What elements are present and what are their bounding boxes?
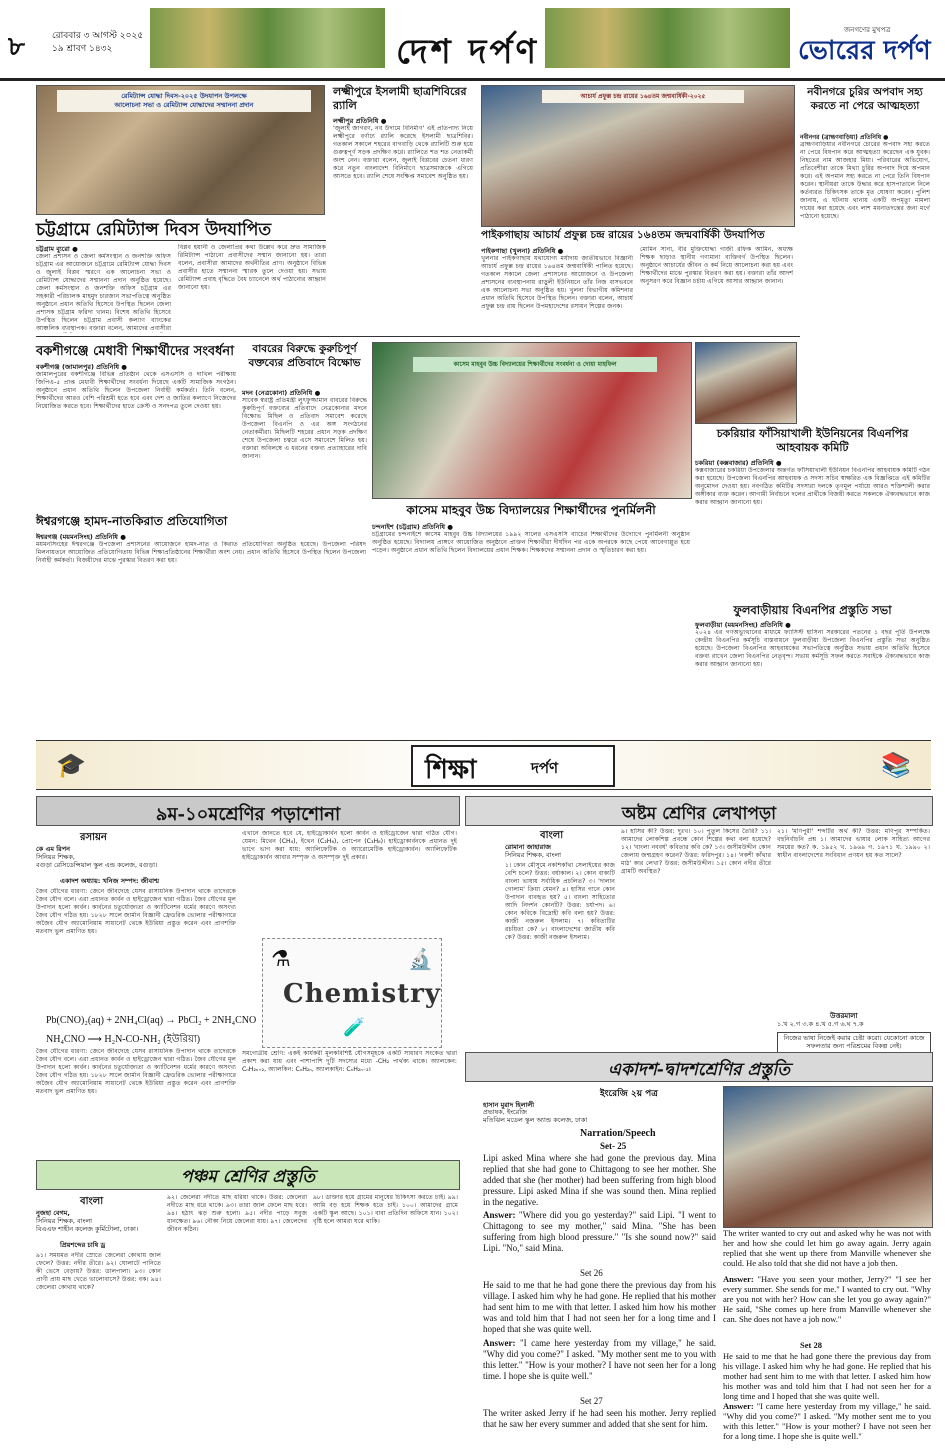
class11-teacher-role: প্রভাষক, ইংরেজি (483, 1108, 527, 1116)
class9-header-bar (36, 796, 460, 826)
newspaper-brand: ভোরের দর্পণ (798, 36, 931, 66)
class5-body-3: ৯৮। ডাক্তার হয়ে গ্রামের মানুষের চিকিৎসা করতে চাই। ৯৯। আমি বড় হয়ে শিক্ষক হতে চাই। ১০০। আমাদের গ্রামে একটি স্কুল আছে। ১০১। বাবা প্রতিদিন অফিসে যান। ১০২। বৃষ্টি হলে আমরা ঘরে থাকি। (313, 1194, 458, 1225)
divider (36, 240, 326, 241)
section-title: দেশ দর্পণ (396, 32, 540, 72)
class5-teacher: নুজহা বেগম, (36, 1209, 70, 1217)
kasem-banner: কাসেম মাহবুব উচ্চ বিদ্যালয়ের শিক্ষার্থীদের সংবর্ধনা ও দোয়া মাহফিল (413, 357, 657, 372)
class5-header-bar (36, 1160, 460, 1190)
kasem-body: চট্টগ্রামের চন্দনাইশে কাসেম মাহবুব উচ্চ বিদ্যালয়ের ১৯৯২ সালের এসএসসি ব্যাচের শিক্ষার্থীদের উদ্যোগে পুনর্মিলনী অনুষ্ঠান অনুষ্ঠিত হয়েছে। বিদ্যালয় প্রাঙ্গণে আয়োজিত অনুষ্ঠানে প্রাক্তন শিক্ষার্থীরা দীর্ঘদিন পর একে অপরকে কাছে পেয়ে আবেগাপ্লুত হয়ে পড়েন। অনুষ্ঠানে প্রধান অতিথি ছিলেন বিদ্যালয়ের প্রধান শিক্ষক। শিক্ষকদের সম্মাননা প্রদান ও স্মৃতিচারণ করা হয়। (372, 531, 690, 554)
books-icon: 📚 (881, 751, 911, 779)
class8-school: সিনিয়র শিক্ষক, বাংলা (505, 851, 562, 859)
masthead-photo-strip-left (150, 8, 385, 68)
date-gregorian: রোববার ৩ আগস্ট ২০২৫ (52, 31, 144, 41)
class11-set25-passage: Lipi asked Mina where she had gone the previous day. Mina replied that she had gone to Chittagong to see her mother. She added that she (her mother) had been suffering from high blood pressure. Lipi asked Mina if she was sound then. Mina replied in the negative. (483, 1153, 716, 1207)
date-bengali: ১৯ শ্রাবণ ১৪৩২ (52, 44, 113, 54)
remittance-banner (57, 90, 311, 112)
class11-set25: Set- 25 (600, 1141, 627, 1151)
date-line (52, 30, 143, 56)
class11-set26-answer-text: "I came here yesterday from my village," he said. "Why did you come?" I asked. "My mother sent me to you with this letter." "How is your mother? I have not seen her for a long time. I hope she is quite well." (483, 1338, 716, 1381)
students-photo (723, 1086, 933, 1228)
class9-school: বগুড়া রেসিডেন্সিয়াল স্কুল এন্ড কলেজ, বগুড়া। (36, 861, 158, 869)
chakaria-body: কক্সবাজারের চকরিয়া উপজেলার অন্তর্গত ফাঁসিয়াখালী ইউনিয়ন বিএনপির আহবায়ক কমিটি গঠন করা হয়েছে। উপজেলা বিএনপির আহবায়ক ও সদস্য সচিব স্বাক্ষরিত এক বিজ্ঞপ্তিতে এই কমিটির অনুমোদন দেওয়া হয়। নবগঠিত কমিটির সদস্যরা দলকে তৃণমূল পর্যায়ে আরও শক্তিশালী করার অঙ্গীকার ব্যক্ত করেন। আগামী নির্বাচনে দলের প্রার্থীকে বিজয়ী করতে সকলকে ঐক্যবদ্ধভাবে কাজ করার আহ্বান জানানো হয়। (695, 467, 930, 506)
class8-notice: নিজের ভাষা নিজেই করার চেষ্টা করো। যেকোনো কাজে সফলতার জন্য পরিশ্রমের বিকল্প নেই। (777, 1032, 931, 1053)
divider (36, 336, 800, 337)
class11-teacher: হাসান মুরাদ হিলালী (483, 1101, 535, 1109)
remittance-body-2: বিপ্লব হয়ানী ও জেলাপ্রির কথা উল্লেখ করে দ্রুত সামাজিক রিমিট্যান্স পাঠানো প্রবাসীদের সম্মান জানানো হয়। তারা বলেন, প্রবাসীরা আমাদের অর্থনীতির প্রাণ। অনুষ্ঠানে বিভিন্ন প্রবাসীর হাতে সম্মাননা স্মারক তুলে দেওয়া হয়। সভায় রেমিট্যান্স প্রবাহ বৃদ্ধিতে বৈধ চ্যানেলে অর্থ পাঠানোর আহ্বান জানানো হয়। (178, 244, 326, 291)
class9-body-continued: জৈব যৌগের ধারণা: জেনে জীবদেহে যেসব রাসায়নিক উপাদান থাকে তাদেরকে জৈব যৌগ বলে। এরা প্রধানত কার্বন ও হাইড্রোজেন দ্বারা গঠিত। জৈব যৌগের মূল উপাদান হলো কার্বন। কার্বনের চতুর্যোজ্যতা ও ক্যাটিনেশন ধর্মের কারণে অসংখ্য জৈব যৌগ গঠিত হয়। ১৮২৮ সালে জার্মান বিজ্ঞানী ফ্রেডরিক ভোলার পরীক্ষাগারে অজৈব যৌগ অ্যামোনিয়াম সায়ানেট থেকে ইউরিয়া প্রস্তুত করেন এবং প্রাণশক্তি মতবাদ ভুল প্রমাণিত হয়। (36, 1048, 236, 1095)
class8-body: ১। কোন মৌসুমে নকশিকাঁথা সেলাইয়ের কাজ বেশি চলে? উত্তর: বর্ষাকাল। ২। কোন বাক্যটি বাংলা ভাষায় সর্বাধিক প্রচলিত? ৩। 'দালান গোলাম' ক্রিয়া যেমন? ৪। হাসির গানে কোন উপাদান ব্যবহৃত হয়? ৫। বাংলা সাহিত্যের আদি নিদর্শন কোনটি? উত্তর: চর্যাপদ। ৬। কোন কবিকে বিদ্রোহী কবি বলা হয়? উত্তর: কাজী নজরুল ইসলাম। ৭। কবিতাটির রচয়িতা কে? ৮। বাংলাদেশের জাতীয় কবি কে? উত্তর: কাজী নজরুল ইসলাম। (505, 862, 615, 941)
paikgachha-headline: পাইকগাছায় আচার্য প্রফুল্ল চন্দ্র রায়ের ১৬৪তম জন্মবার্ষিকী উদযাপিত (481, 229, 765, 241)
class11-header-bar (465, 1052, 933, 1082)
answer-label: Answer: (483, 1338, 516, 1348)
class5-subject: বাংলা (80, 1196, 104, 1207)
class11-school: মতিঝিল মডেল স্কুল অ্যান্ড কলেজ, ঢাকা (483, 1116, 588, 1124)
test-tube-icon: 🧪 (343, 1017, 366, 1038)
class11-set27-answer-text: "Have you seen your mother, Jerry?" "I see her every summer. She sends for me." I wanted to cry out. "Why are you not with her? How can she let you go away again?" He said, "She comes up here from Manville whenever she can. She does not have a job now." (723, 1274, 931, 1324)
paikgachha-body: খুলনার পাইকগাছায় যথাযোগ্য মর্যাদায় জাতীয়ভাবে বিজ্ঞানী আচার্য প্রফুল্ল চন্দ্র রায়ের ১৬৪তম জন্মবার্ষিকী পালিত হয়েছে। গতকাল সকালে জেলা প্রশাসনের আয়োজনে ও উপজেলা প্রশাসনের ব্যবস্থাপনায় রাড়ুলী ইউনিয়নে তাঁর নিজ বাসভবনে এক আলোচনা সভা অনুষ্ঠিত হয়। খুলনা বিভাগীয় কমিশনার প্রধান অতিথি হিসেবে উপস্থিত ছিলেন। বক্তারা বলেন, আচার্য প্রফুল্ল চন্দ্র রায় ছিলেন উপমহাদেশের রসায়ন শিল্পের জনক। (481, 255, 633, 310)
ishwarganj-byline: ঈশ্বরগঞ্জ (ময়মনসিংহ) প্রতিনিধি ● (36, 533, 126, 541)
class9-equation-2: NH₄CNO ⟶ H₂N-CO-NH₂ (ইউরিয়া) (46, 1034, 201, 1045)
education-subtitle: দর্পণ (531, 759, 559, 777)
remittance-headline: চট্টগ্রামে রেমিট্যান্স দিবস উদযাপিত (36, 220, 272, 240)
remittance-byline: চট্টগ্রাম ব্যুরো ● (36, 245, 78, 253)
kasem-byline: চন্দনাইশ (চট্টগ্রাম) প্রতিনিধি ● (372, 523, 453, 531)
laxmipur-byline: লক্ষ্মীপুর প্রতিনিধি ● (333, 117, 387, 125)
kasem-headline: কাসেম মাহবুব উচ্চ বিদ্যালয়ের শিক্ষার্থীদের পুনর্মিলনী (406, 503, 656, 517)
page-number: ৮ (8, 32, 25, 62)
class8-answers-label: উত্তরমালা (830, 1011, 858, 1020)
class11-set26-passage: He said to me that he had gone there the previous day from his village. I asked him why he had gone. He replied that his mother had sent him to me with that letter. I asked him how his mother was and told him that I had not seen her for a long time and I hoped that she was quite well. (483, 1280, 716, 1334)
chakaria-photo (695, 342, 797, 424)
fulbaria-body: ২০২৪ এর গণঅভ্যুত্থানের মাধ্যমে ফ্যাসিস্ট হাসিনা সরকারের পতনের ১ বছর পূর্তি উপলক্ষে কেন্দ্রীয় বিএনপির কর্মসূচি বাস্তবায়নে ফুলবাড়ীয়া উপজেলা বিএনপির প্রস্তুতি সভা অনুষ্ঠিত হয়েছে। উপজেলা বিএনপির আহবায়কের সভাপতিত্বে অনুষ্ঠিত সভায় প্রধান অতিথি হিসেবে বক্তব্য রাখেন জেলা বিএনপির নেতৃবৃন্দ। সভায় কর্মসূচি সফল করতে সবাইকে ঐক্যবদ্ধভাবে কাজ করার আহ্বান জানানো হয়। (695, 629, 930, 668)
class9-body-2: এখানে জানতে হবে যে, হাইড্রোকার্বন হলো কার্বন ও হাইড্রোজেন দ্বারা গঠিত যৌগ। যেমন: মিথেন (CH₄), ইথেন (C₂H₆), প্রোপেন (C₃H₈)। হাইড্রোকার্বনকে প্রধানত দুই ভাগে ভাগ করা যায়: অ্যালিফেটিক ও অ্যারোমেটিক হাইড্রোকার্বন। অ্যালিফেটিক হাইড্রোকার্বন আবার সম্পৃক্ত ও অসম্পৃক্ত দুই প্রকার। (242, 830, 457, 861)
class9-equation-1: Pb(CNO)₂(aq) + 2NH₄Cl(aq) → PbCl₂ + 2NH₄CNO (46, 1015, 257, 1026)
remittance-banner-line1: রেমিট্যান্স যোদ্ধা দিবস-২০২৫ উদযাপন উপলক্ষে (121, 92, 247, 100)
class11-set25-answer (483, 1210, 716, 1266)
education-title: শিক্ষা (425, 755, 477, 785)
class11-set27-passage: The writer asked Jerry if he had seen his mother. Jerry replied that he saw her every summer and added that she sent for him. (483, 1408, 716, 1429)
chakaria-headline: চকরিয়ার ফাঁসিয়াখালী ইউনিয়নের বিএনপির আহবায়ক কমিটি (716, 427, 909, 454)
class9-chapter: একাদশ অধ্যায়: খনিজ সম্পদ: জীবাশ্ম (60, 877, 160, 885)
protest-byline: মদন (নেত্রকোনা) প্রতিনিধি ● (242, 389, 321, 397)
protest-body: সাবেক স্বরাষ্ট্র প্রতিমন্ত্রী লুৎফুজ্জামান বাবরের বিরুদ্ধে কুরুচিপূর্ণ বক্তব্যের প্রতিবাদে নেত্রকোনার মদনে বিক্ষোভ মিছিল ও প্রতিবাদ সমাবেশ করেছে উপজেলা বিএনপি ও এর অঙ্গ সংগঠনের নেতাকর্মীরা। মিছিলটি শহরের প্রধান সড়ক প্রদক্ষিণ শেষে উপজেলা চত্বরে এসে সমাবেশে মিলিত হয়। বক্তারা অবিলম্বে এ ধরনের বক্তব্য প্রত্যাহারের দাবি জানান। (242, 397, 367, 460)
remittance-photo (36, 85, 325, 215)
remittance-body: জেলা প্রশাসন ও জেলা কর্মসংস্থান ও জনশক্তি অফিস চট্টগ্রাম এর আয়োজনে চট্টগ্রামে রেমিট্যান্স যোদ্ধা দিবস ও জুলাই বিপ্লব স্মরণে এক আলোচনা সভা ও রেমিট্যান্স যোদ্ধাদের সম্মাননা প্রদান অনুষ্ঠিত হয়েছে। জেলা কর্মসংস্থান ও জনশক্তি অফিস চট্টগ্রাম এর সহকারী পরিচালক মাহমুদ চারজান সভাপতিত্বে অনুষ্ঠিত অনুষ্ঠানে প্রধান অতিথি হিসেবে উপস্থিত ছিলেন জেলা প্রশাসক চট্টগ্রাম ফরিদা খানম। বিশেষ অতিথি হিসেবে উপস্থিত ছিলেন চট্টগ্রাম প্রবাসী কল্যাণ ব্যাংকের আঞ্চলিক ব্যবস্থাপক। বক্তারা বলেন, আমাদের প্রবাসীরা (36, 253, 171, 332)
bakshiganj-body: জামালপুরের বকশীগঞ্জে বিভিন্ন প্রতিষ্ঠান থেকে এসএসসি ও দাখিল পরীক্ষায় জিপিএ-৫ প্রাপ্ত মেধাবী শিক্ষার্থীদের সংবর্ধনা দিয়েছে একটি সামাজিক সংগঠন। অনুষ্ঠানে প্রধান অতিথি ছিলেন উপজেলা নির্বাহী কর্মকর্তা। তিনি বলেন, শিক্ষার্থীদের আরও বেশি পরিশ্রমী হতে হবে এবং দেশ ও জাতির কল্যাণে নিজেদের নিয়োজিত করতে হবে। শিক্ষার্থীদের হাতে ক্রেস্ট ও সনদপত্র তুলে দেওয়া হয়। (36, 371, 236, 410)
flask-icon: ⚗ (271, 947, 291, 972)
class5-header: পঞ্চম শ্রেণির প্রস্তুতি (181, 1167, 315, 1187)
class11-set27: Set 27 (580, 1396, 603, 1406)
class11-set26-answer (483, 1338, 716, 1394)
remittance-banner-line2: আলোচনা সভা ও রেমিট্যান্স যোদ্ধাদের সম্মাননা প্রদান (114, 101, 254, 109)
class8-teacher: রোমানা জাহারাজ (505, 843, 551, 851)
class8-answers: ১.খ ২.গ ৩.ক ৪.খ ৫.গ ৬.ঘ ৭.ক (777, 1020, 864, 1028)
class11-topic: Narration/Speech (580, 1128, 656, 1139)
chemistry-illustration (262, 938, 442, 1048)
bakshiganj-byline: বকশীগঞ্জ (জামালপুর) প্রতিনিধি ● (36, 363, 127, 371)
suicide-byline: নবীনগর (ব্রাহ্মণবাড়িয়া) প্রতিনিধি ● (800, 134, 889, 141)
class11-subject: ইংরেজি ২য় পত্র (600, 1089, 658, 1099)
class8-header: অষ্টম শ্রেণির লেখাপড়া (621, 804, 777, 824)
class11-header: একাদশ-দ্বাদশশ্রেণির প্রস্তুতি (608, 1060, 790, 1080)
class5-body: ৯১। সময়মত নদীর স্রোতে জেলেরা কোথায় জাল ফেলে? উত্তর: নদীর তীরে। ৯২। ঘোলাটে পানিতে কী ভেসে বেড়ায়? উত্তর: ডালপালা। ৯৩। কোন প্রাণী প্রায় মাছ খেতে ভালোবাসে? উত্তর: বক। ৯৪। জেলেরা কোথায় থাকে? (36, 1252, 161, 1291)
class11-set28-passage: He said to me that he had gone there the previous day from his village. I asked him why he had gone. He replied that his mother had sent him to me with that letter. I asked him how his mother was and told him that I had not seen her for a long time and I hoped that she was quite well. (723, 1351, 931, 1401)
fulbaria-headline: ফুলবাড়ীয়ায় বিএনপির প্রস্তুতি সভা (733, 603, 892, 617)
protest-headline: বাবরের বিরুদ্ধে কুরুচিপূর্ণ বক্তব্যের প্রতিবাদে বিক্ষোভ (248, 343, 361, 369)
paikgachha-photo (481, 85, 795, 227)
bakshiganj-headline: বকশীগঞ্জে মেধাবী শিক্ষার্থীদের সংবর্ধনা (36, 344, 234, 359)
class11-set28-answer-text: "I came here yesterday from my village," he said. "Why did you come?" I asked. "My mother sent me to you with this letter." "How is your mother? I have not seen her for a long time. I hope she is quite well." (723, 1401, 931, 1441)
class5-sub-topic: প্রিয়শব্দের চাষি ড্র (60, 1241, 106, 1249)
fulbaria-byline: ফুলবাড়ীয়া (ময়মনসিংহ) প্রতিনিধি ● (695, 621, 791, 629)
brand-tagline: জনগণের মুখপত্র (844, 26, 891, 34)
education-banner (36, 740, 931, 790)
class9-subject: রসায়ন (80, 832, 107, 843)
kasem-photo (372, 342, 692, 499)
class5-school: বিএএফ শাহীন কলেজ কুর্মিটোলা, ঢাকা। (36, 1225, 139, 1233)
paikgachha-body-2: মোমিন সানা, বীর মুক্তিযোদ্ধা গাজী রফিক আমিন, অধ্যক্ষ শিক্ষক ছাড়াও স্থানীয় গণ্যমান্য ব্যক্তিবর্গ উপস্থিত ছিলেন। অনুষ্ঠানে আচার্যের জীবন ও কর্ম নিয়ে আলোচনা করা হয় এবং শিক্ষার্থীদের মাঝে পুরস্কার বিতরণ করা হয়। বক্তারা তাঁর আদর্শ অনুসরণ করে বিজ্ঞান চর্চায় এগিয়ে আসার আহ্বান জানান। (640, 246, 793, 285)
chemistry-label: Chemistry (283, 979, 441, 1009)
class9-body-3: সমগোত্রীয় শ্রেণি: একই কার্যকরী মূলকবিশিষ্ট যৌগসমূহকে একটি সাধারণ সংকেত দ্বারা প্রকাশ করা যায় এবং পাশাপাশি দুটি সদস্যের মধ্যে -CH₂ পার্থক্য থাকে। অ্যালকেন: CₙH₂ₙ₊₂, অ্যালকিন: CₙH₂ₙ, অ্যালকাইন: CₙH₂ₙ₋₂। (242, 1050, 457, 1073)
answer-label: Answer: (723, 1274, 754, 1284)
laxmipur-body: 'জুলাই জাগরণ, নব উদ্যমে বিনির্মাণ' এই প্রতিপাদ্য নিয়ে লক্ষ্মীপুরে বর্ণাঢ্য র‍্যালি করেছে ইসলামী ছাত্রশিবির। গতকাল সকালে শহরের বাগবাড়ি থেকে র‍্যালিটি শুরু হয়ে গুরুত্বপূর্ণ সড়ক প্রদক্ষিণ করে। র‍্যালিতে শত শত নেতাকর্মী অংশ নেন। বক্তারা বলেন, জুলাই বিপ্লবের চেতনা ধারণ করে নতুন বাংলাদেশ বিনির্মাণে ছাত্রসমাজকে এগিয়ে আসতে হবে। র‍্যালি শেষে সংক্ষিপ্ত সমাবেশ অনুষ্ঠিত হয়। (333, 125, 473, 180)
paikgachha-banner: আচার্য প্রফুল্ল চন্দ্র রায়ের ১৬৪তম জন্মবার্ষিকী-২০২৫ (542, 90, 744, 103)
microscope-icon: 🔬 (408, 947, 433, 971)
class9-teacher-role: সিনিয়র শিক্ষক, (36, 853, 75, 861)
class11-set28-answer (723, 1401, 931, 1443)
ishwarganj-headline: ঈশ্বরগঞ্জে হামদ-নাতকিরাত প্রতিযোগিতা (36, 514, 228, 528)
answer-label: Answer: (723, 1401, 754, 1411)
laxmipur-headline: লক্ষ্মীপুরে ইসলামী ছাত্রশিবিরের র‍্যালি (333, 85, 467, 112)
suicide-body: ব্রাহ্মণবাড়িয়ার নবীনগরে চোরের অপবাদ সহ্য করতে না পেরে বিষপান করে আত্মহত্যা করেছেন এক যুবক। নিহতের নাম আজহার মিয়া। পরিবারের অভিযোগ, প্রতিবেশীরা তাকে মিথ্যা চুরির অপবাদ দিয়ে অপমান করে। এই অপমান সহ্য করতে না পেরে তিনি বিষপান করেন। স্থানীয়রা তাকে উদ্ধার করে হাসপাতালে নিলে কর্তব্যরত চিকিৎসক তাকে মৃত ঘোষণা করেন। পুলিশ জানায়, এ ঘটনায় থানায় একটি অপমৃত্যু মামলা দায়ের করা হয়েছে এবং লাশ ময়নাতদন্তের জন্য মর্গে পাঠানো হয়েছে। (800, 141, 930, 220)
class11-set26: Set 26 (580, 1268, 603, 1278)
class9-teacher: কে এম রিপন (36, 845, 70, 853)
suicide-headline: নবীনগরে চুরির অপবাদ সহ্য করতে না পেরে আত্মহত্যা (807, 86, 923, 112)
education-title-box (411, 745, 615, 787)
class9-body: জৈব যৌগের ধারণা: জেনে জীবদেহে যেসব রাসায়নিক উপাদান থাকে তাদেরকে জৈব যৌগ বলে। এরা প্রধানত কার্বন ও হাইড্রোজেন দ্বারা গঠিত। জৈব যৌগের মূল উপাদান হলো কার্বন। কার্বনের চতুর্যোজ্যতা ও ক্যাটিনেশন ধর্মের কারণে অসংখ্য জৈব যৌগ গঠিত হয়। ১৮২৮ সালে জার্মান বিজ্ঞানী ফ্রেডরিক ভোলার পরীক্ষাগারে অজৈব যৌগ অ্যামোনিয়াম সায়ানেট থেকে ইউরিয়া প্রস্তুত করেন এবং প্রাণশক্তি মতবাদ ভুল প্রমাণিত হয়। (36, 888, 236, 935)
class5-body-2: ৯২। জেলেরা নদীতে মাছ ধরিয়া থাকে। উত্তর: জেলেরা নদীতে মাছ ধরে থাকে। ৯৩। তারা জাল ফেলে মাছ ধরে। ৯৪। হঠাৎ ঝড় শুরু হলো। ৯৫। নদীর পাড়ে সবুজ ধানক্ষেত। ৯৬। নৌকা নিয়ে জেলেরা যায়। ৯৭। জেলেদের জীবন কঠিন। (167, 1194, 307, 1233)
masthead-photo-strip-right (545, 8, 790, 68)
chakaria-byline: চকরিয়া (কক্সবাজার) প্রতিনিধি ● (695, 459, 782, 467)
paikgachha-byline: পাইকগাছা (খুলনা) প্রতিনিধি ● (481, 247, 564, 255)
class11-set27-passage-2: The writer wanted to cry out and asked why he was not with her and how she could let him go away again. Jerry again replied that she went up there from Manville whenever she could. He also told that she did not have a job then. (723, 1228, 931, 1268)
class9-header: ৯ম-১০মশ্রেণির পড়াশোনা (155, 804, 341, 825)
class8-body-2: ৯। হাসির কী? উত্তর: দুঃখ। ১০। পুতুল কিসের তৈরি? ১১। আমাদের লোকশিল্প প্রবন্ধে কোন শিল্পের কথা বলা হয়েছে? ১২। 'বাংলা নববর্ষ' কবিতার কবি কে? ১৩। জসীমউদ্দীন কোন জেলায় জন্মগ্রহণ করেন? উত্তর: ফরিদপুর। ১৪। 'নকশী কাঁথার মাঠ' কার লেখা? উত্তর: জসীমউদ্দীন। ১৫। কোন নদীর তীরে গ্রামটি অবস্থিত? (621, 828, 771, 875)
answer-label: Answer: (483, 1210, 516, 1220)
graduation-cap-icon: 🎓 (56, 751, 86, 779)
class11-set28: Set 28 (800, 1340, 822, 1350)
class8-header-bar (465, 796, 933, 826)
ishwarganj-body: ময়মনসিংহের ঈশ্বরগঞ্জে উপজেলা প্রশাসনের আয়োজনে হামদ-নাত ও কিরাত প্রতিযোগিতা অনুষ্ঠিত হয়েছে। উপজেলা পরিষদ মিলনায়তনে আয়োজিত প্রতিযোগিতায় বিভিন্ন শিক্ষাপ্রতিষ্ঠানের শিক্ষার্থীরা অংশ নেয়। প্রধান অতিথি হিসেবে উপস্থিত ছিলেন উপজেলা নির্বাহী কর্মকর্তা। বিজয়ীদের মাঝে পুরস্কার বিতরণ করা হয়। (36, 541, 366, 564)
class11-set27-answer (723, 1274, 931, 1340)
masthead (0, 0, 945, 81)
class8-body-3: ২১। 'মণিপুরী' শব্দটির অর্থ কী? উত্তর: মণিপুর সম্পর্কিত। বহুনির্বাচনি প্রশ্ন ১। আমাদের ভাষার লোক সাহিত্য আগের সময়ের কত? ক. ১৯৫২ খ. ১৯৬৯ গ. ১৯৭১ ঘ. ১৯৯০ ২। স্বাধীন বাংলাদেশের সংবিধান প্রণয়ন হয় কত সালে? (777, 828, 930, 859)
class11-set25-answer-text: "Where did you go yesterday?" said Lipi. "I went to Chittagong to see my mother," said Mina. "She has been suffering from high blood pressure." "Is she sound now?" said Lipi. "No," said Mina. (483, 1210, 716, 1253)
class8-subject: বাংলা (540, 830, 564, 841)
class5-teacher-role: সিনিয়র শিক্ষক, বাংলা (36, 1217, 93, 1225)
